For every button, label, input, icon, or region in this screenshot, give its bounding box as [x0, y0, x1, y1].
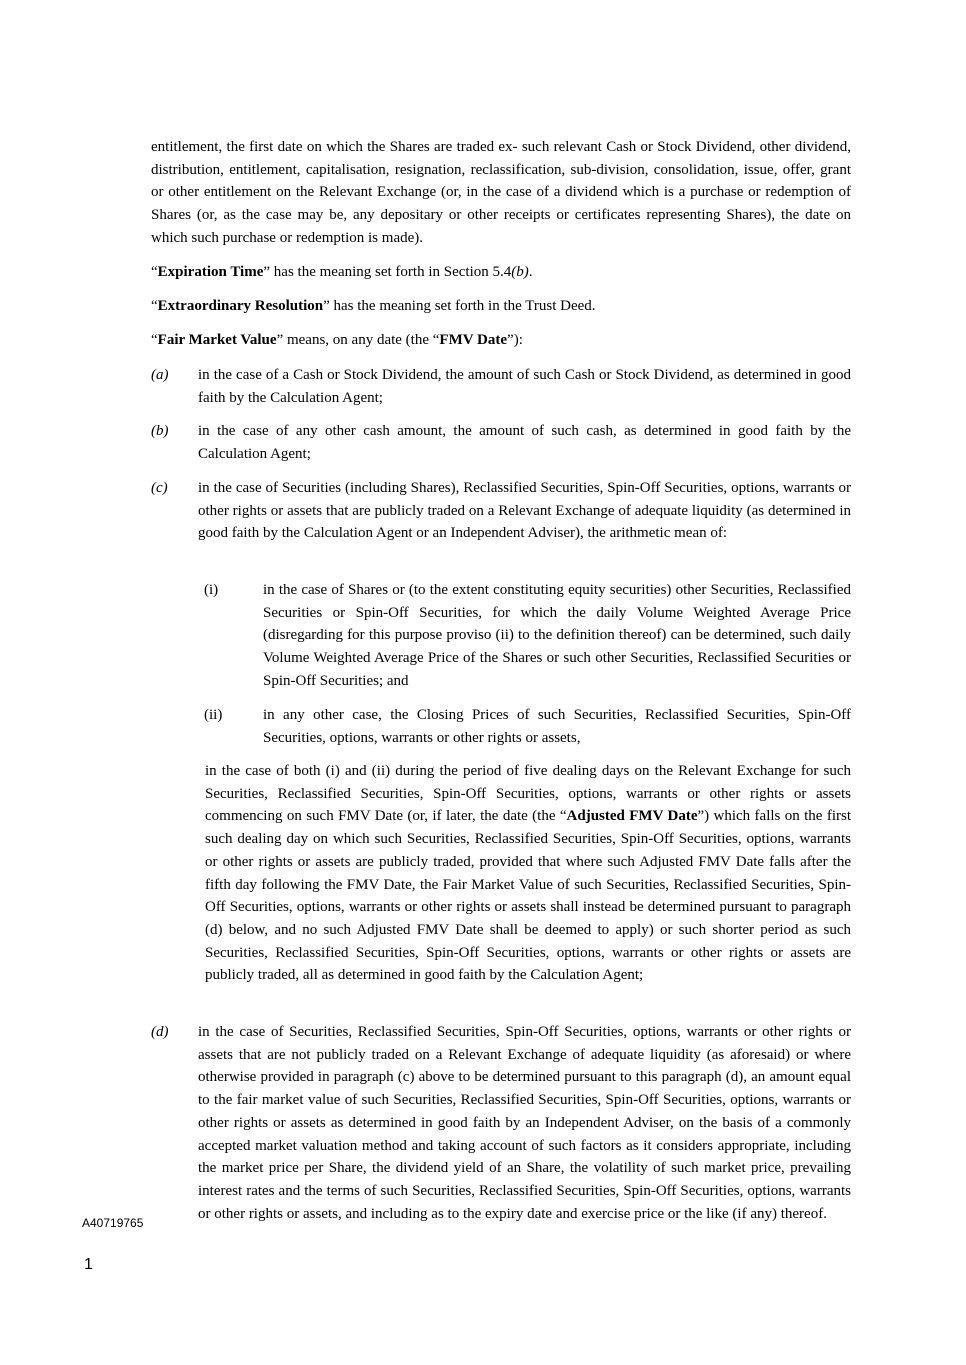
item-text: in the case of Securities, Reclassified Securities, Spin-Off Securities, options, warrants or other rights or assets that are not publicly traded on a Relevant Exchange of adequate liquidity (as aforesaid) or where otherwise provided in paragraph (c) above to be determined pursuant to this paragraph (d), an amount equal to the fair market value of such Securities, Reclassified Securities, Spin-Off Securities, options, warrants or other rights or assets as determined in good faith by an Independent Adviser, on the basis of a commonly accepted market valuation method and taking account of such factors as it considers appropriate, including the market price per Share, the dividend yield of an Share, the volatility of such market price, prevailing interest rates and the terms of such Securities, Reclassified Securities, Spin-Off Securities, options, warrants or other rights or assets, and including as to the expiry date and exercise price or the like (if any) thereof.: [198, 1024, 851, 1222]
term-fair-market-value: Fair Market Value: [157, 332, 277, 348]
sub-item-text: in the case of Shares or (to the extent constituting equity securities) other Securities, Reclassified Securities or Spin-Off Securities, for which the daily Volume Weighted Average Price (disregarding for this purpose proviso (ii) to the definition thereof) can be determined, such daily Volume Weighted Average Price of the Shares or such other Securities, Reclassified Securities or Spin-Off Securities; and: [263, 582, 851, 689]
item-text: in the case of any other cash amount, the amount of such cash, as determined in good faith by the Calculation Agent;: [198, 423, 851, 462]
sub-item-text: in any other case, the Closing Prices of such Securities, Reclassified Securities, Spin-Off Securities, options, warrants or other rights or assets,: [263, 707, 851, 746]
definition-extraordinary-resolution: “Extraordinary Resolution” has the meaning set forth in the Trust Deed.: [151, 298, 596, 314]
page-number: 1: [84, 1257, 93, 1273]
term-adjusted-fmv-date: Adjusted FMV Date: [566, 808, 698, 825]
document-id: A40719765: [82, 1216, 144, 1230]
definition-fair-market-value: “Fair Market Value” means, on any date (the “FMV Date”):: [151, 332, 523, 348]
item-text: in the case of Securities (including Shares), Reclassified Securities, Spin-Off Securities, options, warrants or other rights or assets that are publicly traded on a Relevant Exchange of adequate liquidity (as determined in good faith by the Calculation Agent or an Independent Adviser), the arithmetic mean of:: [198, 480, 851, 542]
item-text: in the case of a Cash or Stock Dividend, the amount of such Cash or Stock Dividend, as determined in good faith by the Calculation Agent;: [198, 367, 851, 406]
section-reference: (b): [511, 264, 529, 280]
sub-item-label: (i): [204, 582, 219, 598]
item-label: (d): [151, 1024, 169, 1040]
intro-paragraph: entitlement, the first date on which the Shares are traded ex- such relevant Cash or Stock Dividend, other dividend, distribution, entitlement, capitalisation, resignation, reclassification, sub-division, consolidation, issue, offer, grant or other entitlement on the Relevant Exchange (or, in the case of a dividend which is a purchase or redemption of Shares (or, as the case may be, any depositary or other receipts or certificates representing Shares), the date on which such purchase or redemption is made).: [151, 139, 851, 246]
term-fmv-date: FMV Date: [439, 332, 508, 348]
definition-expiration-time: “Expiration Time” has the meaning set forth in Section 5.4(b).: [151, 264, 533, 280]
sub-item-label: (ii): [204, 707, 223, 723]
term-expiration-time: Expiration Time: [157, 264, 264, 280]
item-label: (c): [151, 480, 168, 496]
item-label: (b): [151, 423, 169, 439]
term-extraordinary-resolution: Extraordinary Resolution: [157, 298, 324, 314]
item-label: (a): [151, 367, 169, 383]
item-c-continuation: in the case of both (i) and (ii) during the period of five dealing days on the Relevant Exchange for such Securities, Reclassified Securities, Spin-Off Securities, options, warrants or other rights or assets commencing on such FMV Date (or, if later, the date (the “Adjusted FMV Date”) which falls on the first such dealing day on which such Securities, Reclassified Securities, Spin-Off Securities, options, warrants or other rights or assets are publicly traded, provided that where such Adjusted FMV Date falls after the fifth day following the FMV Date, the Fair Market Value of such Securities, Reclassified Securities, Spin-Off Securities, options, warrants or other rights or assets shall instead be determined pursuant to paragraph (d) below, and no such Adjusted FMV Date shall be deemed to apply) or such shorter period as such Securities, Reclassified Securities, Spin-Off Securities, options, warrants or other rights or assets are publicly traded, all as determined in good faith by the Calculation Agent;: [205, 763, 851, 984]
